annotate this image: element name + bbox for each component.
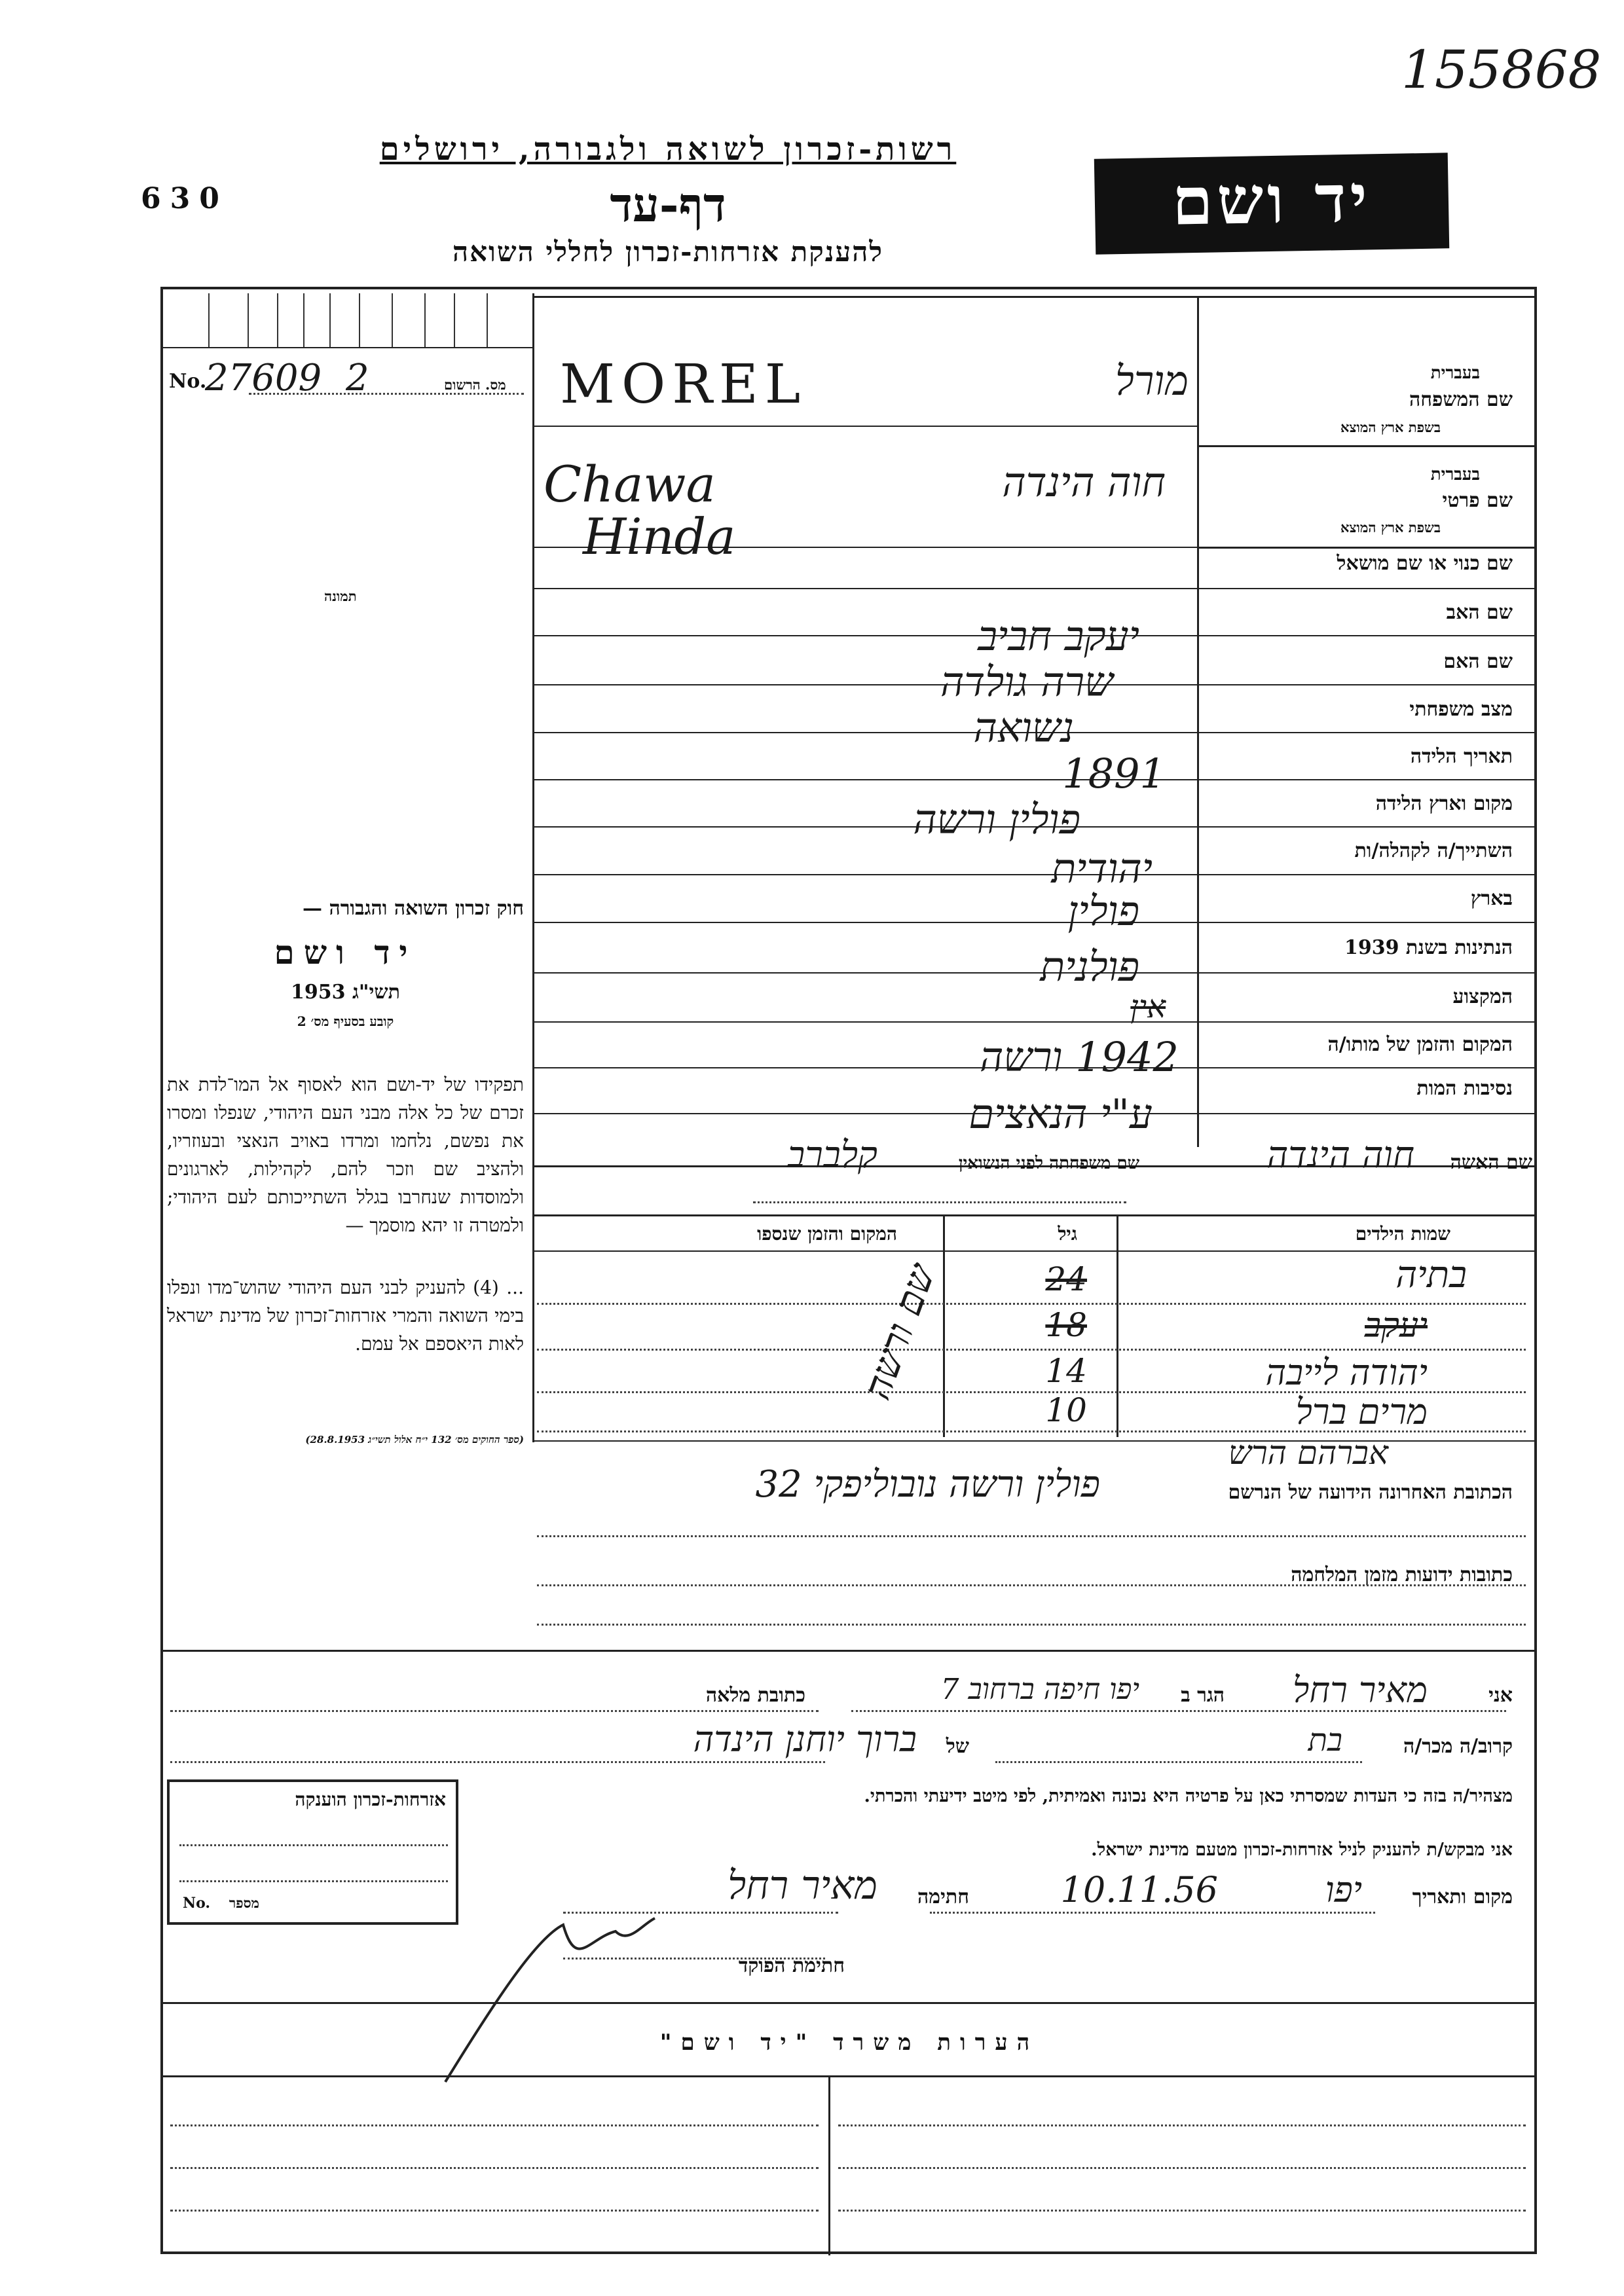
nickname-label: שם כנוי או שם מושאל [1337,552,1513,575]
form-subtitle: להענקת אזרחות-זכרון לחללי השואה [452,236,884,268]
family-name-hebrew-sublabel: בעברית [1430,363,1480,383]
children-age-header: גיל [1058,1223,1077,1245]
last-address-label: הכתובת האחרונה הידועה של הנרשם [1228,1481,1513,1504]
child-3-name: יהודה לייבה [1265,1352,1428,1393]
child-1-name: בתיה [1395,1254,1467,1296]
law-footnote: (ספר החוקים מס׳ 132 י״ח אלול תשי״ג 28.8.1953) [305,1434,524,1446]
reg-label: מס. הרשום [444,376,506,393]
spouse-value: חוה הינדה [1266,1134,1414,1176]
marital-value: נשואה [973,704,1074,752]
mother-label: שם האם [1443,650,1513,673]
citizenship-box-title: אזרחות-זכרון הוענקה [295,1789,446,1810]
country-value: פולין [1067,887,1139,935]
authority-title: רשות-זכרון לשואה ולגבורה, ירושלים [379,131,957,168]
archive-number: 155868 [1401,39,1602,100]
family-name-latin: MOREL [560,354,807,416]
father-label: שם האב [1446,601,1513,624]
family-name-label: שם המשפחה [1409,388,1513,411]
photo-area [164,405,530,863]
declaration-text: מצהיר/ה בזה כי העדות שמסרתי כאן על פרטיה היא נכונה ואמיתית, לפי מיטב ידיעתי והכרתי. [864,1786,1513,1806]
spouse-row [534,1134,1532,1178]
signature-stroke [445,1918,655,2082]
family-name-hebrew: מורל [1115,357,1189,405]
citizenship-box-number: מספר [229,1895,259,1911]
citizenship-1939-label: הנתינות בשנת 1939 [1344,936,1513,959]
law-para-1: תפקידו של יד-ושם הוא לאסוף אל המו־לדת את זכרם של כל אלה מבני העם היהודי, שנפלו ומסרו את נפשם, נלחמו ומרדו באויב הנאצי ובעוזריו, ולהציב שם וזכר להם, לקהילות, לארגונים ולמוסדות שנחרבו בגלל השתייכותם לעם היהודי; ולמטרה זו יהא מוסמך — [167,1074,524,1236]
mother-value: שרה גולדה [940,658,1113,706]
child-2-name: יעקב [1365,1306,1428,1345]
residing-label: הגר ב [1181,1684,1225,1707]
children-place-note: שם ורשה [854,1258,944,1406]
law-title: חוק זכרון השואה והגבורה — [303,897,524,920]
birth-date-value: 1891 [1062,750,1166,797]
declarant-i-label: אני [1488,1684,1513,1707]
law-box [167,897,524,1467]
relation-value: בת [1308,1722,1342,1758]
birth-place-label: מקום וארץ הלידה [1375,792,1513,815]
yad-vashem-logo [1094,153,1449,254]
maiden-name-label: שם משפחתה לפני הנשואין [958,1154,1139,1173]
form-title: דף-עד [610,177,726,232]
declarant-signature: מאיר רחל [728,1863,877,1908]
citizenship-box-no: No. [183,1895,211,1912]
spouse-label: שם האשה [1450,1151,1532,1174]
of-value: ברוך יוחנן הינדה [693,1719,917,1760]
family-name-foreign-sublabel: בשפת ארץ המוצא [1340,419,1441,435]
child-4-name: מרים ברל [1295,1391,1428,1432]
tally-boxes [162,293,532,347]
marital-label: מצב משפחתי [1409,698,1513,721]
label-column-divider [1197,296,1199,1147]
law-para-2: ... (4) להעניק לבני העם היהודי שהוש־מדו ונפלו בימי השואה והמרי אזרחות־זכרון של מדינת ישראל לאות היאספם אל עמם. [167,1277,524,1355]
declarant-place: יפו [1325,1869,1362,1910]
death-circumstances-label: נסיבות המות [1416,1077,1513,1100]
reg-number: 27609 [205,357,322,399]
first-name-label: שם פרטי [1442,489,1513,512]
child-2-age: 18 [1045,1306,1087,1344]
child-4-age: 10 [1045,1391,1087,1429]
maiden-name-value: קלברב [787,1134,877,1176]
first-name-hebrew: חוה הינדה [1002,458,1166,506]
first-name-latin-1: Chawa [544,455,716,513]
wartime-addresses-label: כתובות ידועות מזמן המלחמה [1291,1563,1513,1586]
photo-label: תמונה [324,588,357,604]
community-value: יהודית [1051,845,1153,892]
country-label: בארץ [1470,887,1513,910]
of-label: של [946,1735,969,1758]
signature-label: חתימה [917,1886,969,1908]
left-column-divider [532,293,534,1442]
citizenship-1939-value: פולנית [1040,943,1139,991]
officer-signature-scribble [406,1899,668,2095]
first-name-hebrew-sublabel: בעברית [1430,465,1480,484]
first-name-foreign-sublabel: בשפת ארץ המוצא [1340,519,1441,536]
community-label: השתייך/ה לקהלה/ות [1354,839,1513,862]
declarant-address: יפו חיפה ברחוב 7 [940,1673,1139,1706]
extra-child-name: אברהם הרש [1228,1434,1388,1472]
child-1-age: 24 [1045,1260,1087,1298]
reg-suffix: 2 [346,357,369,399]
logo-text: יד ושם [1171,159,1372,240]
birth-date-label: תאריך הלידה [1410,745,1513,768]
law-clause: קובע בסעיף מס׳ 2 [297,1013,394,1029]
death-circumstances-value: ע"י הנאצים [969,1090,1153,1138]
child-3-age: 14 [1045,1352,1087,1390]
full-address-label: כתובת מלאה [705,1684,805,1707]
officer-signature-label: חתימת הפוקד [738,1954,845,1977]
last-address-value: פולין ורשה נובוליפקי 32 [755,1463,1100,1506]
birth-place-value: פולין ורשה [913,795,1080,843]
declarant-date: 10.11.56 [1060,1869,1218,1910]
law-name: יד ושם [274,933,417,972]
children-place-header: המקום והזמן שנספו [757,1223,897,1245]
first-name-latin-2: Hinda [583,507,736,566]
office-notes-title: הערות משרד "יד ושם" [659,2030,1039,2056]
citizenship-granted-box [167,1779,458,1925]
law-year: תשי"ג 1953 [291,981,400,1004]
children-names-header: שמות הילדים [1355,1223,1450,1245]
registration-row [169,357,529,403]
death-place-time-label: המקום והזמן של מותו/ה [1327,1033,1513,1056]
request-text: אני מבקש/ת להעניק לניל אזרחות-זכרון מטעם מדינת ישראל. [1091,1840,1513,1860]
top-rule [534,296,1536,298]
place-date-label: מקום ותאריך [1412,1886,1513,1908]
death-place-time-value: 1942 ורשה [979,1033,1179,1081]
profession-value: אין [1130,989,1166,1025]
page-ref: 630 [141,182,229,215]
profession-label: המקצוע [1452,985,1513,1008]
relation-label: קרוב/ה מכר/ה [1403,1735,1513,1758]
father-value: יעקב חביב [978,612,1139,660]
declarant-name: מאיר רחל [1292,1669,1428,1711]
reg-no-prefix: No. [169,370,207,393]
